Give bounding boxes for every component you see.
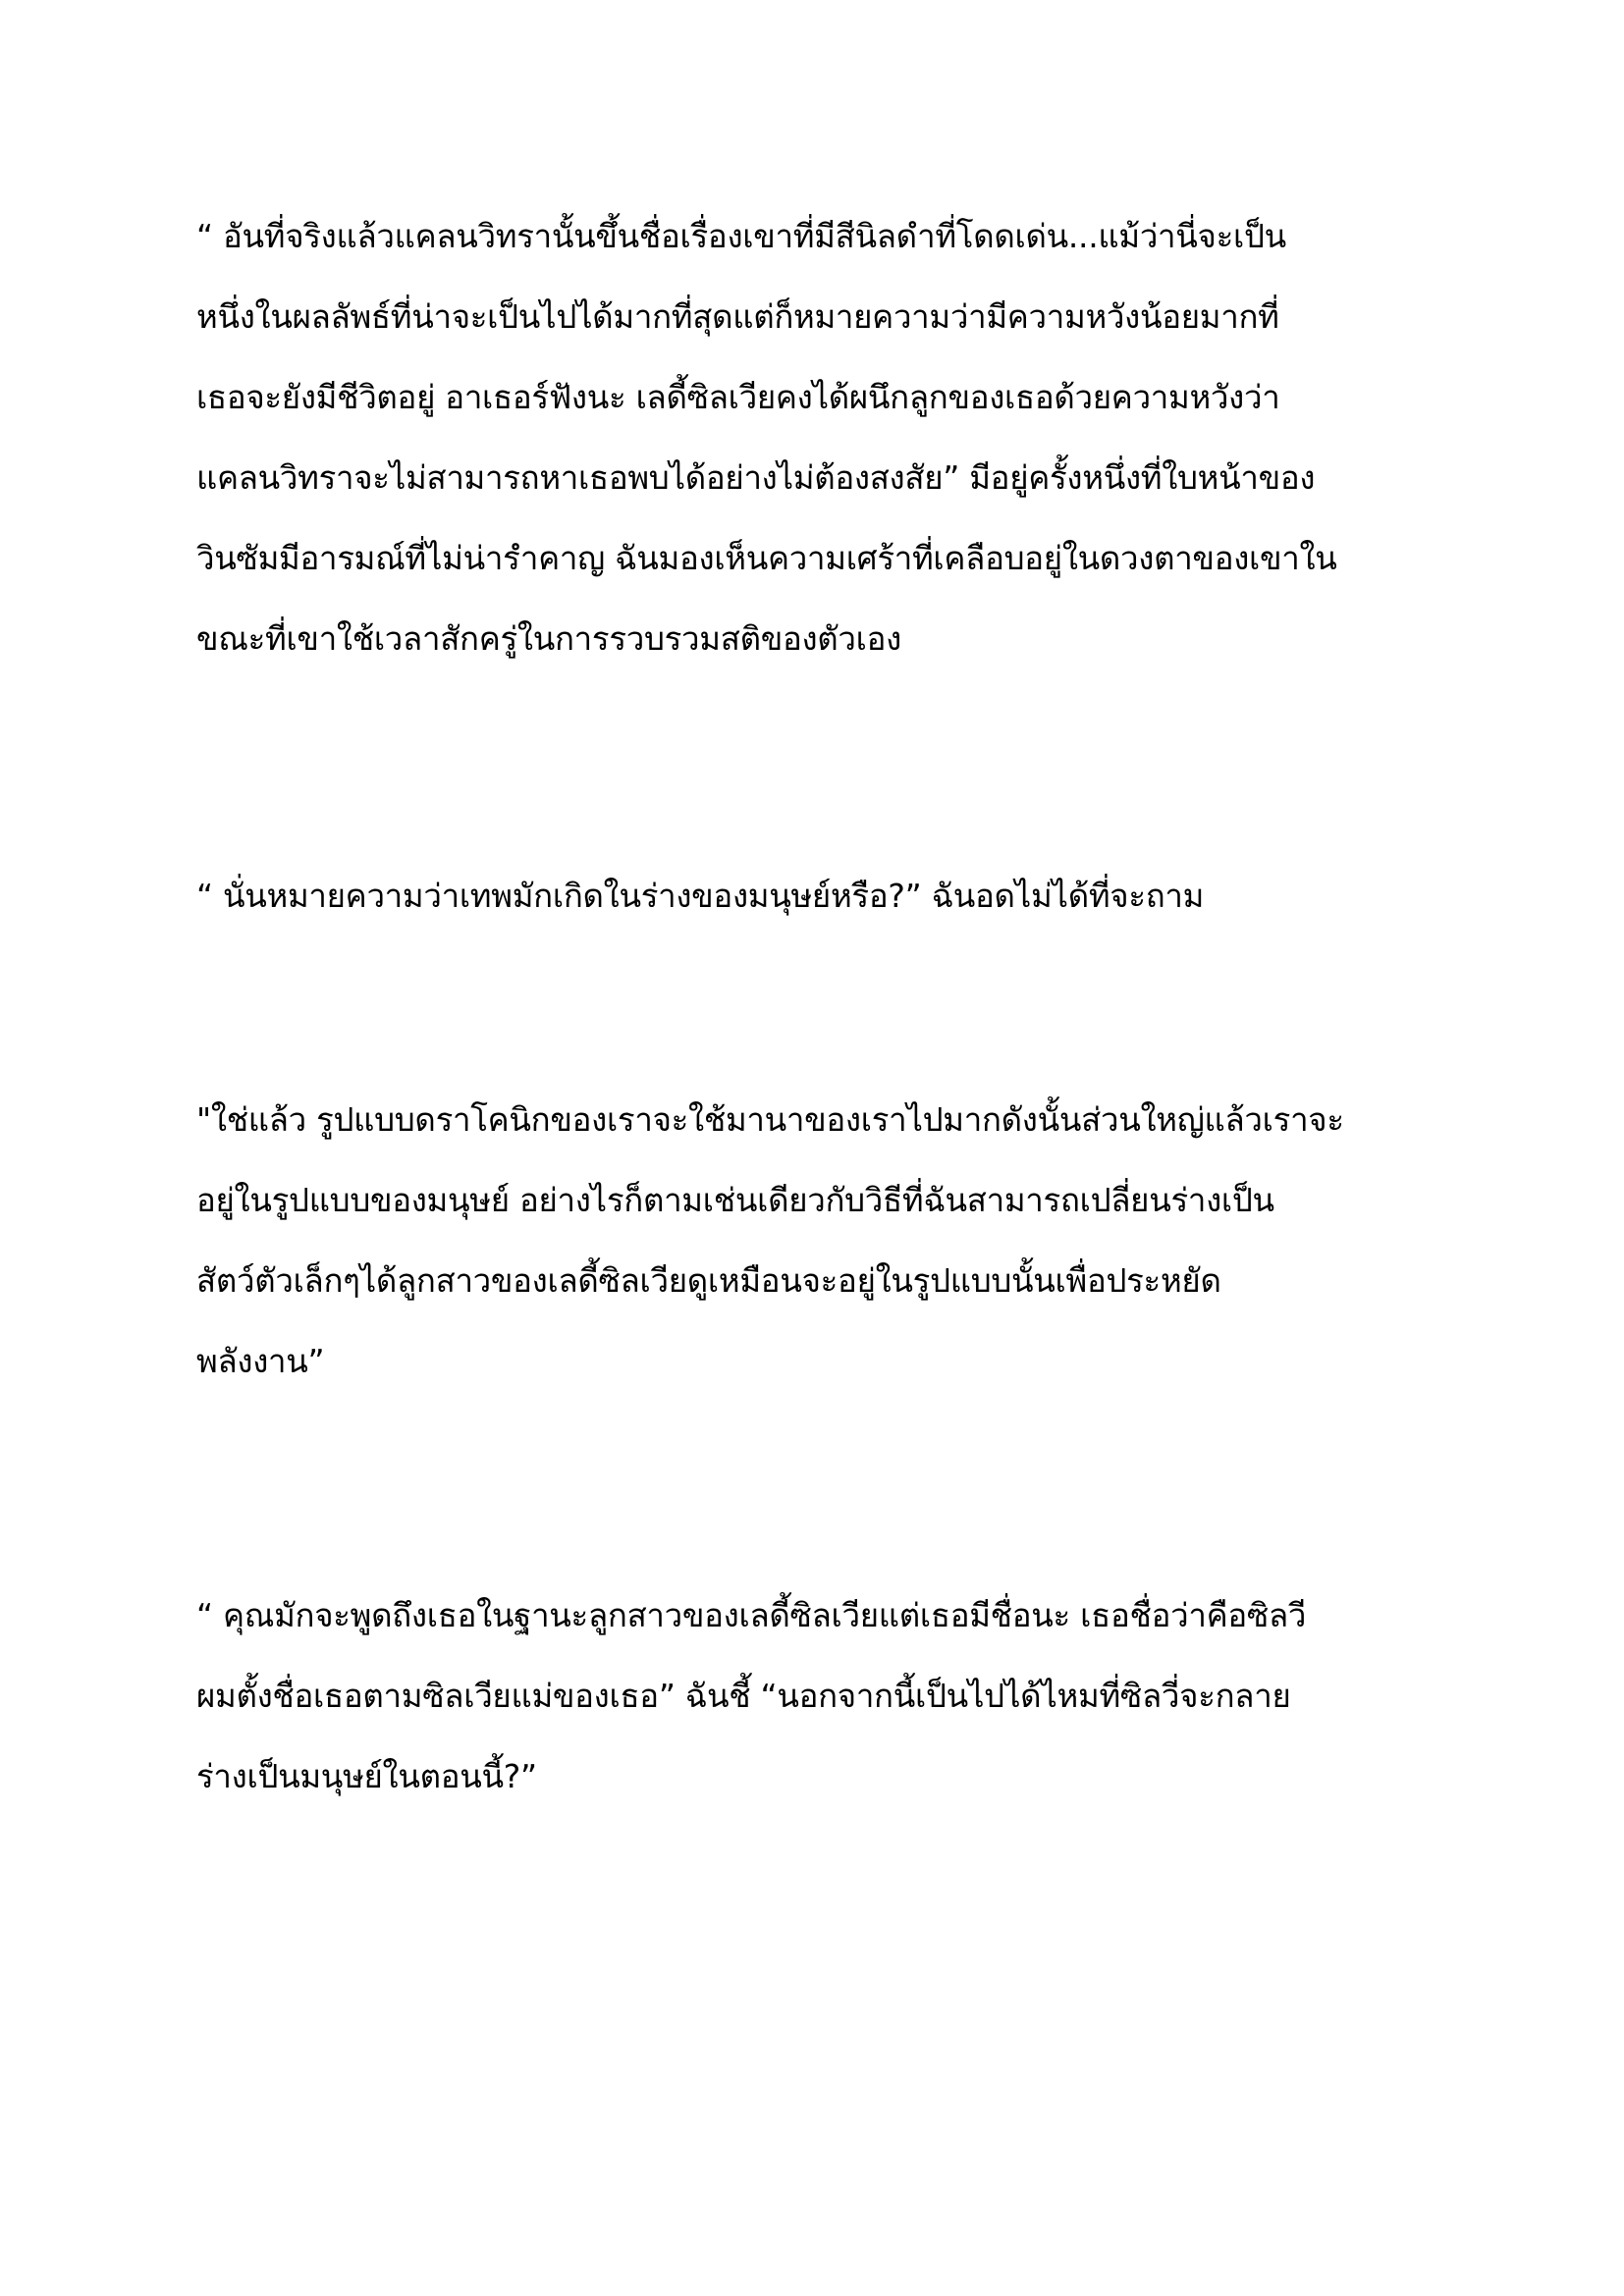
text-line: “ คุณมักจะพูดถึงเธอในฐานะลูกสาวของเลดี้ซิลเวียแต่เธอมีชื่อนะ เธอชื่อว่าคือซิลวี bbox=[196, 1596, 1307, 1634]
text-line: เธอจะยังมีชีวิตอยู่ อาเธอร์ฟังนะ เลดี้ซิลเวียคงได้ผนึกลูกของเธอด้วยความหวังว่า bbox=[196, 378, 1280, 416]
paragraph-3 bbox=[196, 1080, 1453, 1402]
text-line: หนึ่งในผลลัพธ์ที่น่าจะเป็นไปได้มากที่สุดแต่ก็หมายความว่ามีความหวังน้อยมากที่ bbox=[196, 297, 1279, 336]
text-line: "ใช่แล้ว รูปแบบดราโคนิกของเราจะใช้มานาของเราไปมากดังนั้นส่วนใหญ่แล้วเราจะ bbox=[196, 1100, 1344, 1139]
paragraph-2 bbox=[196, 856, 1453, 936]
paragraph-4 bbox=[196, 1575, 1453, 1817]
text-line: ผมตั้งชื่อเธอตามซิลเวียแม่ของเธอ” ฉันชี้ “นอกจากนี้เป็นไปได้ไหมที่ซิลวี่จะกลาย bbox=[196, 1677, 1291, 1715]
text-line: สัตว์ตัวเล็กๆได้ลูกสาวของเลดี้ซิลเวียดูเหมือนจะอยู่ในรูปแบบนั้นเพื่อประหยัด bbox=[196, 1261, 1221, 1300]
text-line: “ นั่นหมายความว่าเทพมักเกิดในร่างของมนุษย์หรือ?” ฉันอดไม่ได้ที่จะถาม bbox=[196, 877, 1205, 915]
text-line: วินซัมมีอารมณ์ที่ไม่น่ารำคาญ ฉันมองเห็นความเศร้าที่เคลือบอยู่ในดวงตาของเขาใน bbox=[196, 539, 1337, 577]
text-line: อยู่ในรูปแบบของมนุษย์ อย่างไรก็ตามเช่นเดียวกับวิธีที่ฉันสามารถเปลี่ยนร่างเป็น bbox=[196, 1181, 1274, 1219]
text-line: พลังงาน” bbox=[196, 1342, 325, 1380]
text-line: แคลนวิทราจะไม่สามารถหาเธอพบได้อย่างไม่ต้องสงสัย” มีอยู่ครั้งหนึ่งที่ใบหน้าของ bbox=[196, 458, 1316, 497]
text-line: ร่างเป็นมนุษย์ในตอนนี้?” bbox=[196, 1757, 537, 1795]
text-line: “ อันที่จริงแล้วแคลนวิทรานั้นขึ้นชื่อเรื่องเขาที่มีสีนิลดำที่โดดเด่น...แม้ว่านี่จะเป็น bbox=[196, 217, 1286, 255]
text-line: ขณะที่เขาใช้เวลาสักครู่ในการรวบรวมสติของตัวเอง bbox=[196, 619, 901, 658]
paragraph-1 bbox=[196, 196, 1453, 679]
